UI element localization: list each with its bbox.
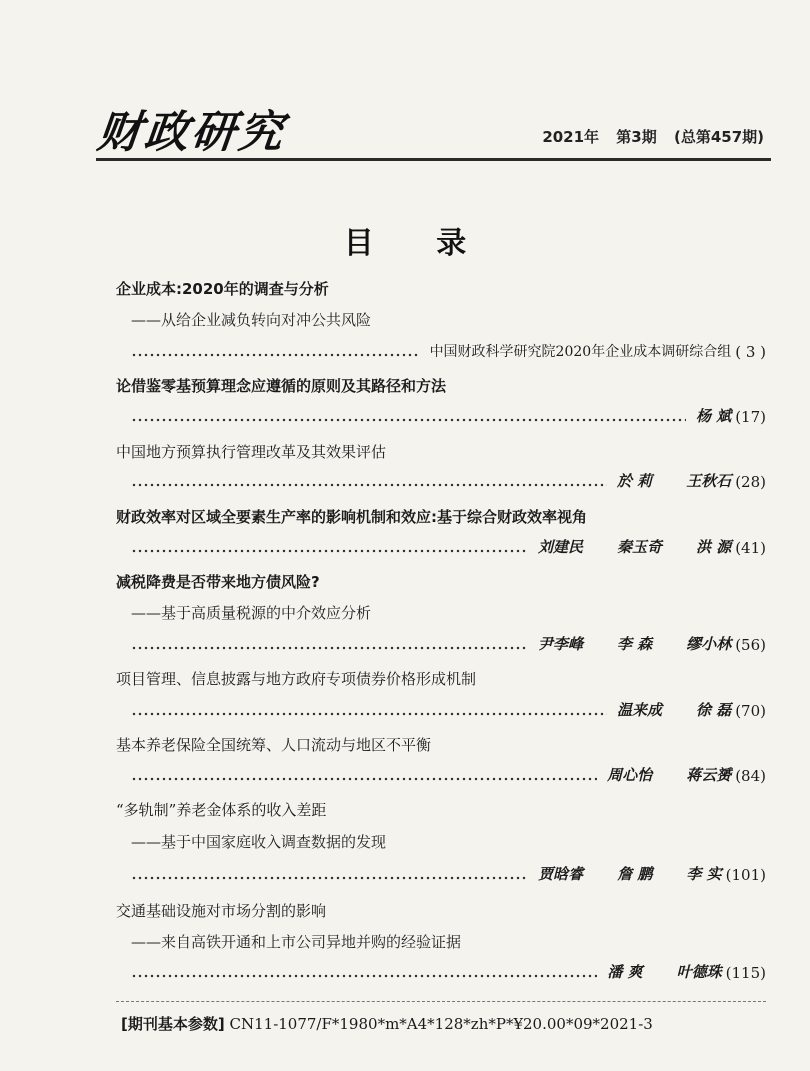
toc-entry-page: (70) bbox=[735, 702, 766, 720]
toc-entry-title[interactable]: 项目管理、信息披露与地方政府专项债券价格形成机制 bbox=[116, 670, 477, 688]
issue-year: 2021年 bbox=[542, 128, 600, 146]
toc-entry-subtitle: ——来自高铁开通和上市公司异地并购的经验证据 bbox=[131, 933, 462, 951]
toc-entry-line bbox=[131, 537, 766, 557]
toc-entry-line bbox=[131, 765, 766, 785]
dot-leader bbox=[131, 346, 420, 358]
author-name: 秦玉奇 bbox=[616, 538, 662, 556]
dot-leader bbox=[131, 869, 528, 881]
author-name: 中国财政科学研究院2020年企业成本调研综合组 bbox=[429, 344, 732, 360]
toc-entry-authors bbox=[617, 470, 731, 491]
author-name: 詹 鹏 bbox=[617, 865, 653, 883]
author-name: 於 莉 bbox=[616, 472, 653, 490]
toc-entry-line bbox=[131, 341, 766, 361]
author-name: 洪 源 bbox=[695, 538, 732, 556]
dot-leader bbox=[131, 476, 607, 488]
toc-entry-title[interactable]: 中国地方预算执行管理改革及其效果评估 bbox=[116, 443, 387, 461]
toc-entry-page: (17) bbox=[735, 408, 766, 426]
toc-entry-authors bbox=[538, 633, 731, 654]
toc-entry-authors bbox=[607, 764, 731, 785]
toc-entry-authors bbox=[617, 699, 731, 720]
toc-entry-subtitle: ——基于中国家庭收入调查数据的发现 bbox=[131, 833, 387, 851]
dot-leader bbox=[131, 770, 597, 782]
toc-entry-subtitle: ——从给企业减负转向对冲公共风险 bbox=[131, 311, 372, 329]
toc-entry-authors bbox=[696, 405, 731, 426]
toc-entry-title[interactable]: 基本养老保险全国统筹、人口流动与地区不平衡 bbox=[116, 736, 432, 754]
toc-entry-authors bbox=[430, 341, 732, 361]
toc-entry-line bbox=[131, 634, 766, 654]
author-name: 杨 斌 bbox=[695, 407, 732, 425]
dot-leader bbox=[131, 639, 528, 651]
author-name: 尹李峰 bbox=[537, 635, 583, 653]
toc-entry-authors bbox=[538, 536, 731, 557]
issue-info bbox=[542, 126, 764, 147]
toc-entry-line bbox=[131, 962, 766, 982]
author-name: 李 森 bbox=[616, 635, 653, 653]
masthead-divider bbox=[96, 158, 771, 161]
toc-entry-title[interactable]: “多轨制”养老金体系的收入差距 bbox=[116, 801, 327, 819]
author-name: 潘 爽 bbox=[607, 963, 643, 981]
parameters-value: CN11-1077/F*1980*m*A4*128*zh*P*¥20.00*09*2021-3 bbox=[229, 1015, 653, 1033]
toc-entry-line bbox=[131, 406, 766, 426]
toc-entry-page: (41) bbox=[735, 539, 766, 557]
toc-entry-title[interactable]: 减税降费是否带来地方债风险? bbox=[116, 573, 320, 591]
toc-entry-authors bbox=[538, 863, 721, 884]
author-name: 周心怡 bbox=[607, 766, 653, 784]
dot-leader bbox=[131, 542, 528, 554]
toc-entry-page: ( 3 ) bbox=[735, 343, 766, 361]
journal-name-logo: 财政研究 bbox=[94, 107, 289, 158]
issue-number: 第3期 bbox=[616, 128, 657, 146]
author-name: 徐 磊 bbox=[695, 701, 732, 719]
author-name: 缪小林 bbox=[686, 635, 732, 653]
toc-entry-title[interactable]: 财政效率对区域全要素生产率的影响机制和效应:基于综合财政效率视角 bbox=[116, 508, 588, 526]
toc-entry-subtitle: ——基于高质量税源的中介效应分析 bbox=[131, 604, 372, 622]
masthead bbox=[96, 96, 776, 166]
toc-entry-title[interactable]: 企业成本:2020年的调查与分析 bbox=[116, 280, 329, 298]
author-name: 李 实 bbox=[686, 865, 722, 883]
author-name: 温来成 bbox=[616, 701, 662, 719]
footer-divider bbox=[116, 1001, 766, 1003]
author-name: 蒋云赟 bbox=[686, 766, 732, 784]
toc-entry-page: (84) bbox=[735, 767, 766, 785]
issue-total: (总第457期) bbox=[673, 128, 764, 146]
dot-leader bbox=[131, 967, 597, 979]
author-name: 刘建民 bbox=[537, 538, 583, 556]
dot-leader bbox=[131, 411, 686, 423]
toc-entry-title[interactable]: 交通基础设施对市场分割的影响 bbox=[116, 902, 327, 920]
dot-leader bbox=[131, 705, 607, 717]
toc-entry-page: (28) bbox=[735, 473, 766, 491]
author-name: 贾晗睿 bbox=[538, 865, 584, 883]
toc-entry-page: (115) bbox=[725, 964, 766, 982]
toc-heading: 目 录 bbox=[343, 226, 493, 261]
toc-entry-authors bbox=[607, 961, 721, 982]
toc-entry-line bbox=[131, 471, 766, 491]
toc-entry-line bbox=[131, 864, 766, 884]
toc-entry-page: (56) bbox=[735, 636, 766, 654]
author-name: 王秋石 bbox=[686, 472, 732, 490]
author-name: 叶德珠 bbox=[676, 963, 722, 981]
toc-entry-line bbox=[131, 700, 766, 720]
parameters-label: [期刊基本参数] bbox=[121, 1015, 225, 1033]
toc-entry-page: (101) bbox=[725, 866, 766, 884]
toc-entry-title[interactable]: 论借鉴零基预算理念应遵循的原则及其路径和方法 bbox=[116, 377, 447, 395]
journal-parameters bbox=[121, 1013, 653, 1034]
